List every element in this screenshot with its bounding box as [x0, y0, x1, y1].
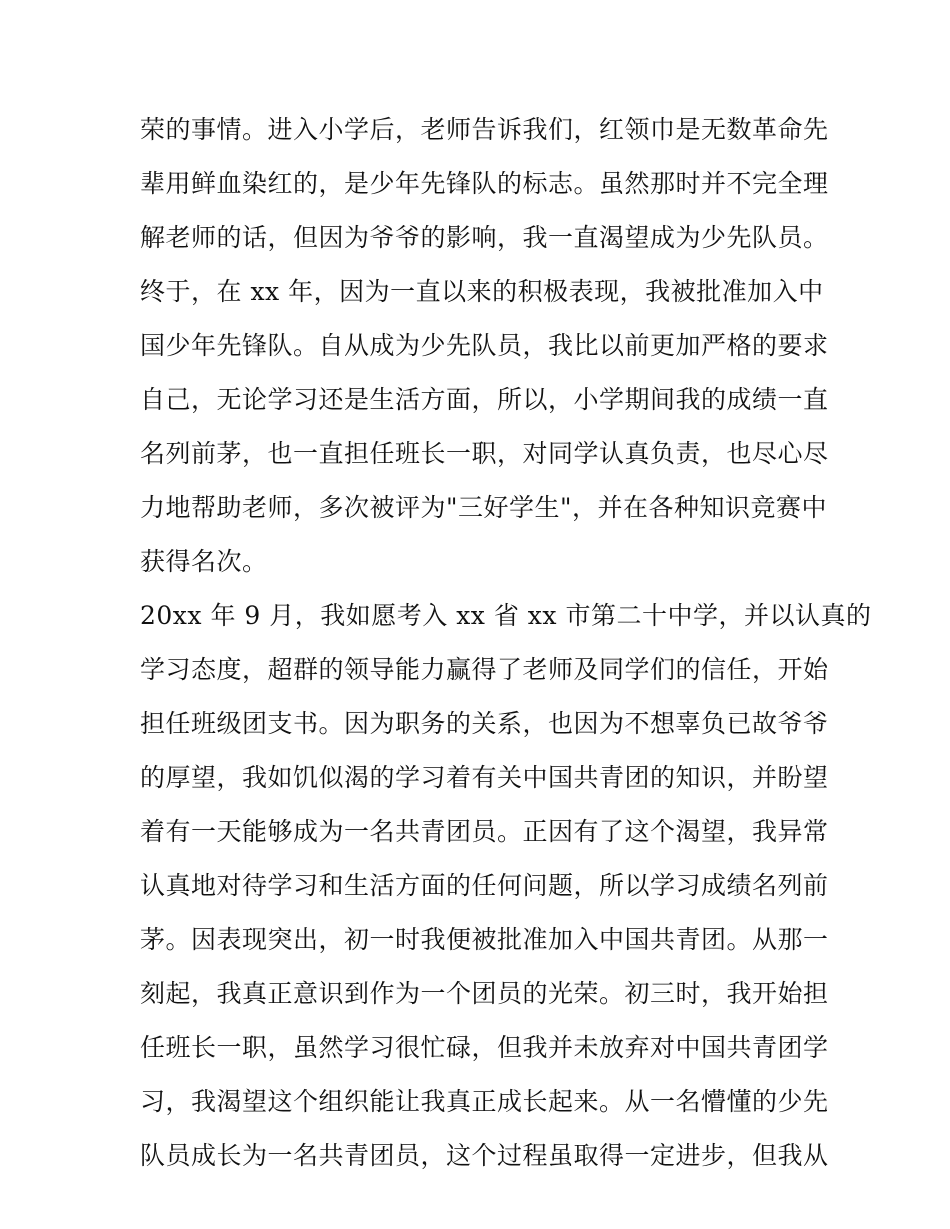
- text-line: 力地帮助老师，多次被评为"三好学生"，并在各种知识竞赛中: [140, 493, 828, 522]
- text-line: 认真地对待学习和生活方面的任何问题，所以学习成绩名列前: [140, 871, 829, 900]
- text-line: 担任班级团支书。因为职务的关系，也因为不想辜负已故爷爷: [140, 709, 829, 738]
- text-line: 名列前茅，也一直担任班长一职，对同学认真负责，也尽心尽: [140, 439, 829, 468]
- text-line: 获得名次。: [140, 547, 268, 576]
- text-line: 习，我渴望这个组织能让我真正成长起来。从一名懵懂的少先: [140, 1087, 829, 1116]
- text-line: 茅。因表现突出，初一时我便被批准加入中国共青团。从那一: [140, 925, 829, 954]
- text-line: 终于，在 xx 年，因为一直以来的积极表现，我被批准加入中: [140, 277, 824, 306]
- text-line: 着有一天能够成为一名共青团员。正因有了这个渴望，我异常: [140, 817, 829, 846]
- text-line: 任班长一职，虽然学习很忙碌，但我并未放弃对中国共青团学: [140, 1033, 829, 1062]
- text-line: 辈用鲜血染红的，是少年先锋队的标志。虽然那时并不完全理: [140, 169, 829, 198]
- text-line: 的厚望，我如饥似渴的学习着有关中国共青团的知识，并盼望: [140, 763, 829, 792]
- text-line: 刻起，我真正意识到作为一个团员的光荣。初三时，我开始担: [140, 979, 829, 1008]
- text-line: 学习态度，超群的领导能力赢得了老师及同学们的信任，开始: [140, 655, 829, 684]
- body-text: [140, 103, 872, 1183]
- text-line: 20xx 年 9 月，我如愿考入 xx 省 xx 市第二十中学，并以认真的: [140, 601, 872, 630]
- text-line: 荣的事情。进入小学后，老师告诉我们，红领巾是无数革命先: [140, 115, 829, 144]
- text-line: 自己，无论学习还是生活方面，所以，小学期间我的成绩一直: [140, 385, 829, 414]
- text-line: 国少年先锋队。自从成为少先队员，我比以前更加严格的要求: [140, 331, 829, 360]
- text-line: 解老师的话，但因为爷爷的影响，我一直渴望成为少先队员。: [140, 223, 829, 252]
- text-line: 队员成长为一名共青团员，这个过程虽取得一定进步，但我从: [140, 1141, 829, 1170]
